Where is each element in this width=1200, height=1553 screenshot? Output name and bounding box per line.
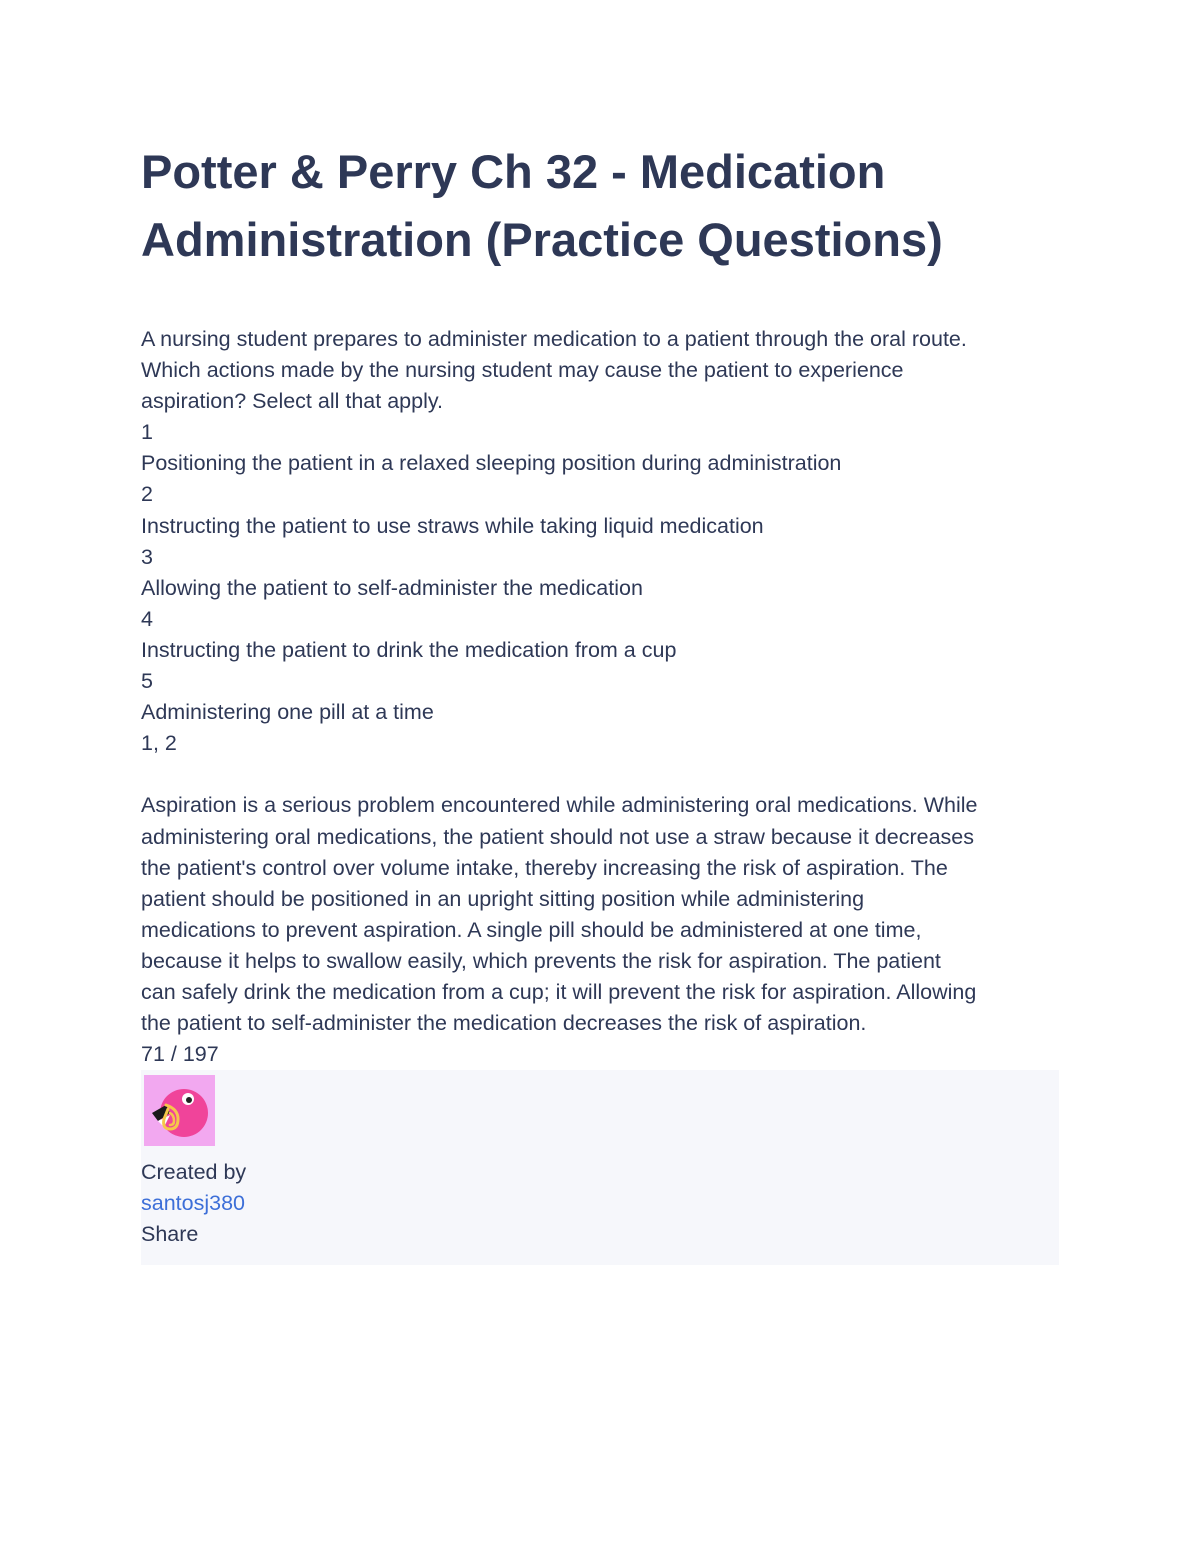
- explanation-line: Aspiration is a serious problem encountered while administering oral medications. While: [141, 793, 978, 818]
- explanation-line: can safely drink the medication from a cup; it will prevent the risk for aspiration. Allowing: [141, 979, 977, 1004]
- option-number: 4: [141, 606, 153, 631]
- document-page: [141, 138, 1059, 1070]
- creator-username-link[interactable]: santosj380: [141, 1191, 245, 1216]
- explanation-line: because it helps to swallow easily, which prevents the risk for aspiration. The patient: [141, 948, 941, 973]
- share-button[interactable]: Share: [141, 1222, 199, 1247]
- explanation-line: the patient's control over volume intake, thereby increasing the risk of aspiration. The: [141, 855, 948, 880]
- question-line-2: Which actions made by the nursing student may cause the patient to experience: [141, 358, 904, 383]
- option-text: Instructing the patient to use straws while taking liquid medication: [141, 513, 764, 538]
- avatar[interactable]: [144, 1075, 215, 1146]
- title-line-1: Potter & Perry Ch 32 - Medication: [141, 145, 886, 198]
- creator-info: [141, 1157, 246, 1250]
- option-number: 3: [141, 544, 153, 569]
- explanation-line: patient should be positioned in an upright sitting position while administering: [141, 886, 865, 911]
- option-text: Allowing the patient to self-administer the medication: [141, 575, 643, 600]
- option-text: Administering one pill at a time: [141, 700, 434, 725]
- explanation-line: administering oral medications, the patient should not use a straw because it decreases: [141, 824, 974, 849]
- creator-panel: [141, 1070, 1059, 1265]
- question-line-3: aspiration? Select all that apply.: [141, 389, 443, 414]
- created-by-label: Created by: [141, 1160, 247, 1184]
- answer-text: 1, 2: [141, 731, 177, 756]
- flamingo-icon: [144, 1075, 215, 1146]
- title-line-2: Administration (Practice Questions): [141, 213, 943, 266]
- progress-counter: 71 / 197: [141, 1042, 219, 1067]
- option-number: 1: [141, 420, 153, 445]
- explanation-line: medications to prevent aspiration. A single pill should be administered at one time,: [141, 917, 922, 942]
- question-line-1: A nursing student prepares to administer medication to a patient through the oral route.: [141, 327, 967, 351]
- spacer: [141, 759, 1059, 790]
- page-title: [141, 138, 1059, 274]
- option-number: 2: [141, 482, 153, 507]
- explanation-line: the patient to self-administer the medication decreases the risk of aspiration.: [141, 1011, 867, 1036]
- question-block: [141, 324, 1059, 1070]
- option-text: Instructing the patient to drink the medication from a cup: [141, 637, 677, 662]
- option-text: Positioning the patient in a relaxed sleeping position during administration: [141, 451, 842, 476]
- option-number: 5: [141, 669, 153, 694]
